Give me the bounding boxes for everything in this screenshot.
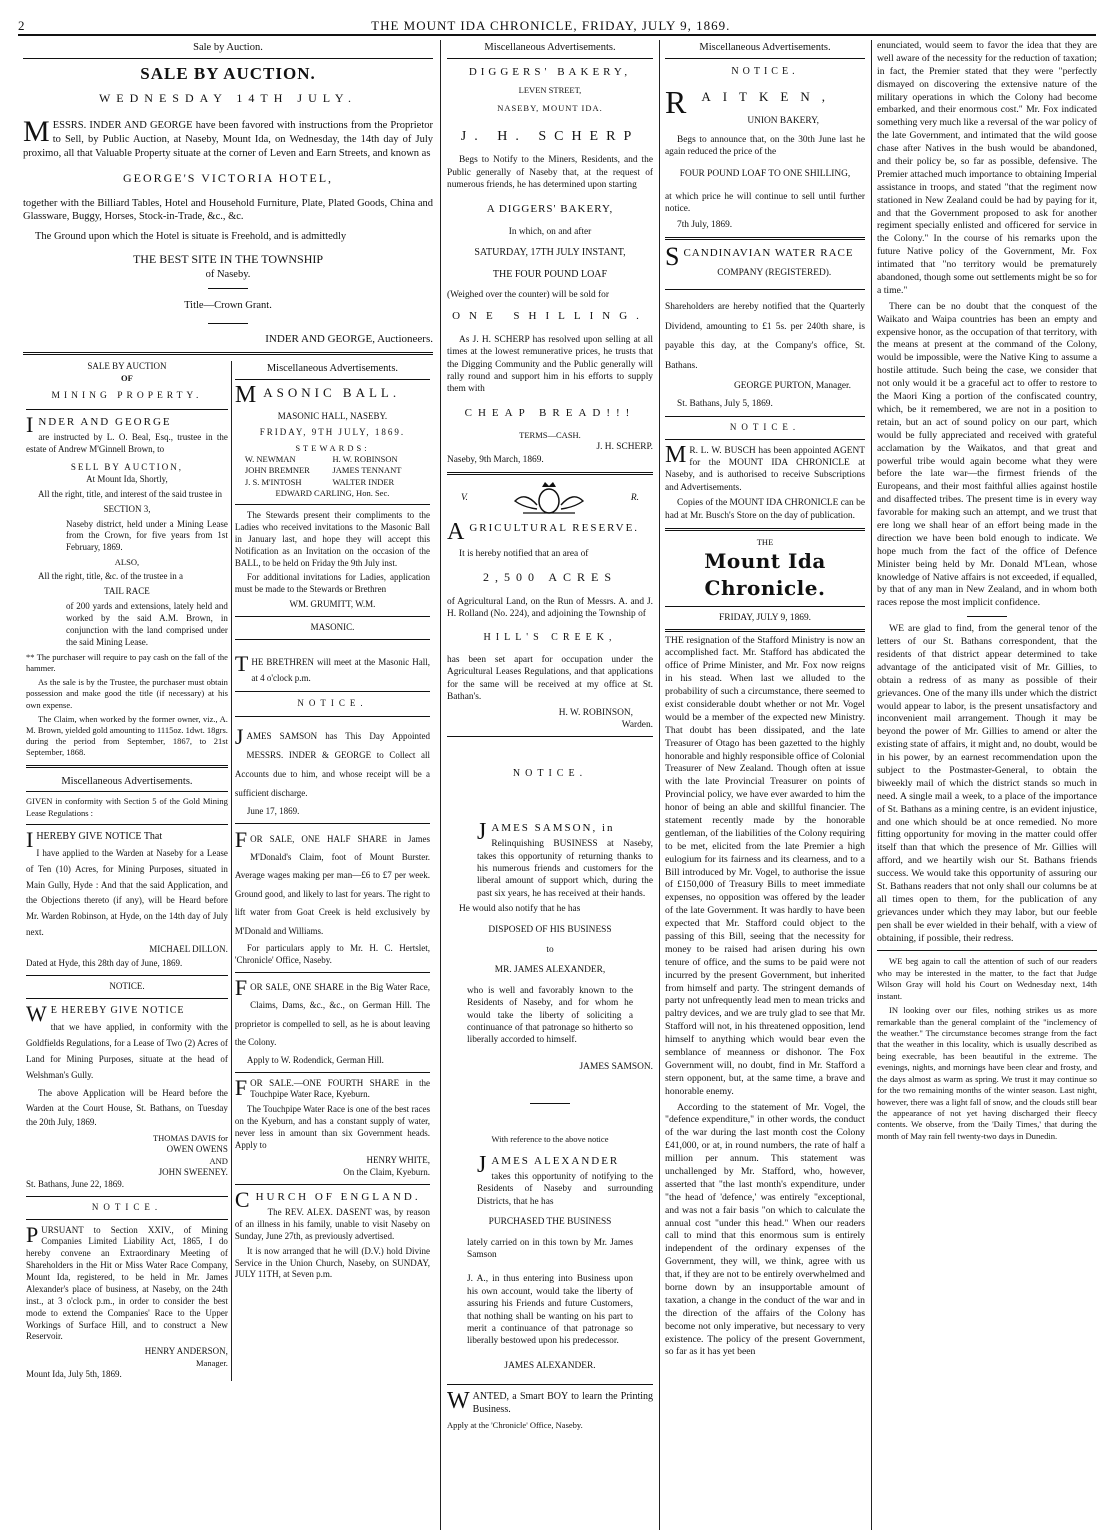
notice-heading: NOTICE. xyxy=(297,698,368,709)
section-heading: Sale by Auction. xyxy=(23,40,433,59)
hon-sec: EDWARD CARLING, Hon. Sec. xyxy=(275,487,390,498)
crest-v: V. xyxy=(461,493,468,504)
firm-body: are instructed by L. O. Beal, Esq., trustee in the estate of Andrew M'Ginnell Brown, to xyxy=(26,432,228,455)
disposed: DISPOSED OF HIS BUSINESS xyxy=(488,924,612,935)
brethren-body: HE BRETHREN will meet at the Masonic Hall, at 4 o'clock p.m. xyxy=(251,656,430,684)
misc-heading: Miscellaneous Advertisements. xyxy=(665,40,865,59)
we-hereby: E HEREBY GIVE NOTICE xyxy=(50,1005,185,1017)
of-naseby: of Naseby. xyxy=(205,268,251,280)
we-body: that we have applied, in conformity with the Goldfields Regulations, for a Lease of Two (2) Acres of Land for Mining Purposes, situate at the head of Welshman's Gully. xyxy=(26,1022,228,1080)
also-label: ALSO, xyxy=(114,557,140,568)
weighed: (Weighed over the counter) will be sold for xyxy=(447,289,609,300)
mining-sale-heading: SALE BY AUCTION xyxy=(87,361,167,372)
js-body-3: who is well and favorably known to the Residents of Naseby, and for whom he would take the liberty of soliciting a continuance of that patronage so hitherto so liberally accorded to himself. xyxy=(467,985,633,1046)
and-label: AND xyxy=(209,1155,228,1166)
wanted-apply: Apply at the 'Chronicle' Office, Naseby. xyxy=(447,1419,583,1430)
column-1 xyxy=(18,40,438,1532)
royal-crest xyxy=(447,481,653,515)
mining-property: MINING PROPERTY. xyxy=(51,391,203,402)
as-scherp: As J. H. SCHERP has resolved upon selling at all times at the lowest remunerative prices, he trusts that the Digging Community and the Public generally will rally round and support him in his efforts to supply them with xyxy=(447,334,653,395)
on-the-claim: On the Claim, Kyeburn. xyxy=(343,1166,430,1177)
church-of-england: HURCH OF ENGLAND. xyxy=(255,1190,421,1203)
scandinavian: CANDINAVIAN WATER RACE xyxy=(683,247,854,260)
misc-heading: Miscellaneous Advertisements. xyxy=(26,774,228,793)
pursuant-body: URSUANT to Section XXIV., of Mining Companies Limited Liability Act, 1865, I do hereby convene an Extraordinary Meeting of Shareholders in the Hit or Miss Water Race Company, Mount Ida, registered, to be held in Mr. James Alexander's place of business, at Naseby, on the 24th inst., at 3 o'clock p.m., in order to consider the best mode to extend the Companies' Race to the Upper Workings of Surface Hill, and to construct a New Reservoir. xyxy=(26,1224,228,1342)
purchased: PURCHASED THE BUSINESS xyxy=(488,1217,612,1228)
st-bathans-date: St. Bathans, June 22, 1869. xyxy=(26,1178,124,1189)
js-body: Relinquishing BUSINESS at Naseby, takes this opportunity of returning thanks to his numerous friends and customers for the liberal amount of support which, during the past six years, he has received at their hands. xyxy=(477,839,653,899)
column-rule xyxy=(440,40,441,1530)
acres: 2,500 ACRES xyxy=(482,570,617,585)
misc-heading: Miscellaneous Advertisements. xyxy=(447,40,653,59)
masonic-hall: MASONIC HALL, NASEBY. xyxy=(277,411,388,422)
column-4 xyxy=(872,40,1102,1532)
thomas-davis: THOMAS DAVIS for xyxy=(152,1132,228,1143)
auctioneers: INDER AND GEORGE, Auctioneers. xyxy=(265,332,433,345)
subcolumn-left: SALE BY AUCTION OF MINING PROPERTY. INDER AND GEORGE are instructed by L. O. Beal, Esq., trustee in the estate of Andrew M'Ginnell Brown, to SELL BY AUCTION, At Mount Ida, Shortly, All the right, title, and interest of the said trustee in SECTION 3, Naseby district, held under a Mining Lease from the Crown, for five years from 1st February, 1869. ALSO, All the right, title, &c. of the trustee in a TAIL RACE of 200 yards and extensions, lately held and worked by the said A.M. Brown, in conjunction with the land comprised under the said Mining Lease. ** The purchaser will require to pay cash on the fall of the hammer. As the sale is by the Trustee, the purchaser must obtain possession and make good the title (if necessary) at his own expense. The Claim, when worked by the former owner, viz., A. M. Brown, yielded gold amounting to 1115oz. 1dwt. 18grs. during the period from September, 1867, to 21st September, 1868. Miscellaneous Advertisements. GIVEN in conformity with Section 5 of the Gold Mining Lease Regulations : IHEREBY GIVE NOTICE That I have applied to the Warden at Naseby for a Lease of Ten (10) Acres, for Mining Purposes, situated in Main Gully, Hyde : And that the said Application, and the Objections thereto (if any), will be Heard before Mr. Warden Robinson, at Hyde, on the 14th day of July next. MICHAEL DILLON. Dated at Hyde, this 28th day of June, 1869. NOTICE. W E HEREBY GIVE NOTICE that we have applied, in conformity with the Goldfields Regulations, for a Lease of Two (2) Acres of Land for Mining Purposes, situate at the head of Welshman's Gully. The above Application will be Heard before the Warden at the Court House, St. Bathans, on Tuesday the 20th July, 1869. THOMAS DAVIS for OWEN OWENS AND JOHN SWEENEY. St. Bathans, June 22, 1869. NOTICE. PURSUANT to Section XXIV., of Mining Companies Limited Liability Act, 1865, I do hereby convene an Extraordinary Meeting of Shareholders in the Hit or Miss Water Race Company, Mount Ida, registered, to be held in Mr. James Alexander's place of business, at Naseby, on the 24th inst., at 3 o'clock p.m., in order to consider the best mode to extend the Companies' Race to the Upper Workings of Surface Hill, and to construct a New Reservoir. HENRY ANDERSON, Manager. Mount Ida, July 5th, 1869. xyxy=(23,361,232,1381)
aitken-date: 7th July, 1869. xyxy=(677,219,733,230)
all-right-2: All the right, title, &c. of the trustee in a xyxy=(38,571,183,582)
crest-r: R. xyxy=(630,493,639,504)
inder-george: NDER AND GEORGE xyxy=(38,415,172,428)
subcolumn-right: Miscellaneous Advertisements. MASONIC BALL. MASONIC HALL, NASEBY. FRIDAY, 9TH JULY, 1869. STEWARDS: W. NEWMAN H. W. ROBINSON JOHN BREMNER JAMES TENNANT J. S. M'INTOSH WALTER INDER EDWARD CARLING, Hon. Sec. The Stewards present their compliments to the Ladies who received invitations to the Masonic Ball in January last, and hope they will accept this Notification as an Invitation on the occasion of the BALL, to be held on Friday the 9th July inst. For additional invitations for Ladies, application must be made to the Stewards or Brethren WM. GRUMITT, W.M. MASONIC. THE BRETHREN will meet at the Masonic Hall, at 4 o'clock p.m. NOTICE. JAMES SAMSON has This Day Appointed MESSRS. INDER & GEORGE to Collect all Accounts due to him, and whose receipt will be a sufficient discharge. June 17, 1869. FOR SALE, ONE HALF SHARE in James M'Donald's Claim, foot of Mount Burster. Average wages making per man—£6 to £7 per week. Ground good, and likely to last for years. The right to lift water from Goat Creek is held exclusively by M'Donald and Williams. For particulars apply to Mr. H. C. Hertslet, 'Chronicle' Office, Naseby. FOR SALE, ONE SHARE in the Big Water Race, Claims, Dams, &c., &c., on German Hill. The proprietor is compelled to sell, as he is about leaving the Colony. Apply to W. Rodendick, German Hill. FOR SALE.—ONE FOURTH SHARE in the Touchpipe Water Race, Kyeburn. The Touchpipe Water Race is one of the best races on the Kyeburn, and has a constant supply of water, never less in amount than six Government heads. Apply to HENRY WHITE, On the Claim, Kyeburn. CHURCH OF ENGLAND. The REV. ALEX. DASENT was, by reason of an illness in his family, unable to visit Naseby on Sunday, June 27th, as previously advertised. It is now arranged that he will (D.V.) hold Divine Service in the Union Church, Naseby, on SUNDAY, JULY 11TH, at Seven p.m. xyxy=(234,363,430,1280)
for-sale-1: OR SALE, ONE HALF SHARE in James M'Donald's Claim, foot of Mount Burster. Average wages making per man—£6 to £7 per week. Ground good, and likely to last for years. The right to lift water from Goat Creek is held exclusively by M'Donald and Williams. xyxy=(234,833,430,936)
crest-icon xyxy=(509,481,589,515)
steward-name: H. W. ROBINSON xyxy=(332,454,398,465)
column-3: Miscellaneous Advertisements. NOTICE. RAITKEN, UNION BAKERY, Begs to announce that, on the 30th June last he again reduced the price of the FOUR POUND LOAF TO ONE SHILLING, at which price he will continue to sell until further notice. 7th July, 1869. SCANDINAVIAN WATER RACE COMPANY (REGISTERED). Shareholders are hereby notified that the Quarterly Dividend, amounting to £1 5s. per 240th share, is payable this day, at the Company's office, St. Bathans. GEORGE PURTON, Manager. St. Bathans, July 5, 1869. NOTICE. M R. L. W. BUSCH has been appointed AGENT for the MOUNT IDA CHRONICLE at Naseby, and is authorised to receive Subscriptions and Advertisements. Copies of the MOUNT IDA CHRONICLE can be had at Mr. Busch's Store on the day of publication. THE Mount Ida Chronicle. FRIDAY, JULY 9, 1869. THE resignation of the Stafford Ministry is now an accomplished fact. Mr. Stafford has abdicated the office of Prime Minister, and Mr. Fox now reigns in his stead. When last we alluded to the probability of such a circumstance, there seemed to exist considerable doubt whether or not Mr. Vogel would be a member of the expected new Ministry. That doubt has been dissipated, and the late Treasurer of Otago has been gazetted to the highly honorable and highly responsible office of Colonial Treasurer of New Zealand. Though often at issue with the late Provincial Treasurer on points of Provincial policy, we have ever awarded to him the honor of being an able and skillful financier. The statement recently made by the honorable gentleman, of the liabilities of the Colony requiring to be met, elicited from the late Premier a high eulogium for its fairness and its clearness, and to a Bill introduced by Mr. Vogel, to authorise the issue of £150,000 of Treasury Bills to meet immediate expenses, no opposition was offered by the leader of the late Government. It was hardly to have been expected that Mr. Stafford could object to the passing of this Bill, seeing that the necessity for money to be raised had arisen during his own tenure of office, and the sums to be paid were not incurred by the present Government, but inherited from himself and party. The stringent demands of party not unfrequently lead men to mean tricks and paltry devices, and we are truly glad to see that Mr. Stafford will not, in his threatened opposition, lend himself to anything which would bear even the semblance of meanness or dishonor. The Fox Government will, no doubt, find in Mr. Stafford a stern opponent, but, at the same time, a brave and honorable enemy. According to the statement of Mr. Vogel, the "defence expenditure," in other words, the conduct of the war during the last month cost the Colony £41,000, or at, in round numbers, the rate of half a million per annum. This statement was unchallenged by Mr. Stafford, who, however, asserted that "the last month's expenditure, under "the head of 'defence,' was entirely "exceptional, and was not a fair basis "on which to calculate the annual cost "under this head." When our readers call to mind that this enormous sum is entirely independent of the ordinary expenses of the Government, they will, we think, agree with us that, if they are not to be entirely overwhelmed and borne down by an insupportable amount of taxation, a change in the conduct of the war and in the direction of the affairs of the Colony has become not only imperative, but necessary to very existence. The policy of the present Government, so far as it has yet been xyxy=(665,42,865,1358)
four-pound-loaf: FOUR POUND LOAF TO ONE SHILLING, xyxy=(679,169,851,180)
particulars: For particulars apply to Mr. H. C. Hertslet, 'Chronicle' Office, Naseby. xyxy=(234,943,430,966)
steward-name: W. NEWMAN xyxy=(244,454,296,465)
paper-name: Mount Ida Chronicle. xyxy=(704,549,826,600)
for-sale-2: OR SALE, ONE SHARE in the Big Water Race, Claims, Dams, &c., &c., on German Hill. The proprietor is compelled to sell, as he is about leaving the Colony. xyxy=(234,981,430,1048)
owen-owens: OWEN OWENS xyxy=(166,1143,228,1154)
samson-body: AMES SAMSON has This Day Appointed MESSRS. INDER & GEORGE to Collect all Accounts due to him, and whose receipt will be a sufficient discharge. xyxy=(234,731,430,798)
note-2: As the sale is by the Trustee, the purchaser must obtain possession and make good the title (if necessary) at his own expense. xyxy=(26,677,228,710)
henry-white: HENRY WHITE, xyxy=(366,1154,430,1165)
editorial-6: WE beg again to call the attention of such of our readers who may be interested in the matter, to the fact that Judge Wilson Gray will hold his Court on Wednesday next, 14th instant. xyxy=(877,956,1097,1001)
touchpipe-body: The Touchpipe Water Race is one of the best races on the Kyeburn, and has a constant supply of water, never less in amount than six Government heads. Apply to xyxy=(234,1104,430,1150)
june-17: June 17, 1869. xyxy=(246,805,300,816)
terms-cash: TERMS—CASH. xyxy=(519,430,581,441)
we-body-2: The above Application will be Heard before the Warden at the Court House, St. Bathans, on Tuesday the 20th July, 1869. xyxy=(26,1088,228,1128)
column-2: Miscellaneous Advertisements. DIGGERS' BAKERY, LEVEN STREET, NASEBY, MOUNT IDA. J. H. SCHERP Begs to Notify to the Miners, Residents, and the Public generally of Naseby that, at the request of numerous friends, he has determined upon starting A DIGGERS' BAKERY, In which, on and after SATURDAY, 17TH JULY INSTANT, THE FOUR POUND LOAF (Weighed over the counter) will be sold for ONE SHILLING. As J. H. SCHERP has resolved upon selling at all times at the lowest remunerative prices, he trusts that the Digging Community and the Public generally will rally round and support him in his efforts to supply them with CHEAP BREAD!!! TERMS—CASH. J. H. SCHERP. Naseby, 9th March, 1869. V. R. AGRICULTURAL RESERVE. It is hereby notified that an area of 2,500 ACRES of Agricultural Land, on the Run of Messrs. A. and J. H. Rolland (No. 224), and adjoining the Township of HILL'S CREEK, has been set apart for occupation under the Agricultural Leases Regulations, and that applications for the same will be received at my office at St. Bathan's. H. W. ROBINSON, Warden. NOTICE. JAMES SAMSON, in Relinquishing BUSINESS at Naseby, takes this opportunity of returning thanks to his numerous friends and customers for the liberal amount of support which, during the past six years, he has received at their hands. He would also notify that he has DISPOSED OF HIS BUSINESS to MR. JAMES ALEXANDER, who is well and favorably known to the Residents of Naseby, and for whom he would take the liberty of soliciting a continuance of that patronage so hitherto so liberally accorded to himself. JAMES SAMSON. With reference to the above notice JAMES ALEXANDER takes this opportunity of notifying to the Residents of Naseby and surrounding Districts, that he has PURCHASED THE BUSINESS lately carried on in this town by Mr. James Samson J. A., in thus entering into Business upon his own account, would take the liberty of assuring his Friends and future Customers, that nothing shall be wanting on his part to merit a continuance of that patronage so liberally bestowed upon his predecessor. JAMES ALEXANDER. WANTED, a Smart BOY to learn the Printing Business. Apply at the 'Chronicle' Office, Naseby. xyxy=(447,42,653,1430)
editorial-1: THE resignation of the Stafford Ministry is now an accomplished fact. Mr. Stafford has abdicated the office of Prime Minister, and Mr. Fox now reigns in his stead. When last we alluded to the probability of such a circumstance, there seemed to exist considerable doubt whether or not Mr. Vogel would be a member of the expected new Ministry. That doubt has been dissipated, and the late Treasurer of Otago has been gazetted to the highly honorable and highly responsible office of Colonial Treasurer of New Zealand. Though often at issue with the late Provincial Treasurer on points of Provincial policy, we have ever awarded to him the honor of being an able and skillful financier. The statement recently made by the honorable gentleman, of the liabilities of the Colony requiring to be met, elicited from the late Premier a high eulogium for its fairness and its clearness, and to a Bill introduced by Mr. Vogel, to authorise the issue of £150,000 of Treasury Bills to meet immediate expenses, no opposition was offered by the leader of the late Government. It was hardly to have been expected that Mr. Stafford could object to the passing of this Bill, seeing that the necessity for money to be raised had arisen during his own tenure of office, and the sums to be paid were not incurred by the present Government, but inherited from himself and party. The stringent demands of party not unfrequently lead men to mean tricks and paltry devices, and we are truly glad to see that Mr. Stafford will not, in his threatened opposition, lend himself to anything which would bear even the semblance of meanness or dishonor. The Fox Government will, no doubt, find in Mr. Stafford a stern opponent, but, at the same time, a brave and honorable enemy. xyxy=(665,634,865,1097)
with-reference: With reference to the above notice xyxy=(491,1134,609,1145)
notice-heading: NOTICE. xyxy=(512,768,588,780)
to-label: to xyxy=(546,945,554,956)
running-title: THE MOUNT IDA CHRONICLE, FRIDAY, JULY 9, 1869. xyxy=(371,18,731,33)
notice-heading-2: NOTICE. xyxy=(729,421,801,432)
leven-street: LEVEN STREET, xyxy=(518,85,582,96)
ja-heading: AMES ALEXANDER xyxy=(491,1154,620,1167)
saturday: SATURDAY, 17TH JULY INSTANT, xyxy=(474,247,626,259)
hotel-name: GEORGE'S VICTORIA HOTEL, xyxy=(122,170,334,185)
lately: lately carried on in this town by Mr. James Samson xyxy=(467,1237,633,1261)
manager-label: Manager. xyxy=(196,1358,228,1369)
agri-body-3: has been set apart for occupation under the Agricultural Leases Regulations, and that applications for the same will be received at my office at St. Bathan's. xyxy=(447,655,653,703)
steward-name: J. S. M'INTOSH xyxy=(244,476,302,487)
mr-james-alexander: MR. JAMES ALEXANDER, xyxy=(494,965,606,976)
george-purton: GEORGE PURTON, Manager. xyxy=(734,380,851,391)
scherp-name: J. H. SCHERP xyxy=(460,128,640,144)
steward-name: WALTER INDER xyxy=(332,476,395,487)
warden: Warden. xyxy=(621,720,653,731)
note-3: The Claim, when worked by the former owner, viz., A. M. Brown, yielded gold amounting to 1115oz. 1dwt. 18grs. during the period from September, 1867, to 21st September, 1868. xyxy=(26,713,228,758)
editorial-3: enunciated, would seem to favor the idea that they are well aware of the necessity for the reduction of taxation; in fact, the Premier stated that they were "perfectly dismayed on discovering the extensive nature of the military operations in which the Colony had become embarked, and their enormous cost." Mr. Fox indicated something very much like a reversal of the war policy of the late Government, and intimated that the wild goose chase after Natives in the bush would be abandoned, and their policy be, so far as possible, defensive. The Premier attached much importance to obtaining Imperial assistance in troops, and stated "that the regiment now stationed in New Zealand could be had by paying for it, and that the Government proposed to ask for another regiment specially enlisted and officered for service in the Colony." In the course of his remarks upon the future Native policy of the Government, Mr. Fox intimated that "no territory would be prematurely abandoned, though some out settlements might be so for a time." xyxy=(877,40,1097,296)
js-sign: JAMES SAMSON. xyxy=(579,1061,653,1072)
tail-race: TAIL RACE xyxy=(104,586,150,597)
the-label: THE xyxy=(756,537,774,548)
union-bakery: UNION BAKERY, xyxy=(747,116,820,127)
wanted: ANTED, a Smart BOY to learn the Printing Business. xyxy=(472,1391,653,1416)
note-1: ** The purchaser will require to pay cash on the fall of the hammer. xyxy=(26,651,228,673)
four-pound-loaf: THE FOUR POUND LOAF xyxy=(492,268,608,280)
scan-body: Shareholders are hereby notified that the Quarterly Dividend, amounting to £1 5s. per 240th share, is payable this day, at the Company's office, St. Bathans. xyxy=(665,301,865,372)
hereby-notice: HEREBY GIVE NOTICE That xyxy=(36,830,163,842)
naseby-mount-ida: NASEBY, MOUNT IDA. xyxy=(497,102,603,113)
steward-name: JAMES TENNANT xyxy=(332,465,402,476)
all-right-1: All the right, title, and interest of the said trustee in xyxy=(38,488,222,499)
editorial-2: According to the statement of Mr. Vogel, the "defence expenditure," in other words, the conduct of the war during the last month cost the Colony £41,000, or at, in round numbers, the rate of half a million per annum. This statement was unchallenged by Mr. Stafford, who, however, asserted that "the last month's expenditure, under "the head of 'defence,' was entirely "exceptional, and was not a fair basis "on which to calculate the annual cost "under this head." When our readers call to mind that this enormous sum is entirely independent of the ordinary expenses of the Government, they will, we think, agree with us that, if they are not to be entirely overwhelmed and borne down by an insupportable amount of taxation, a change in the conduct of the war and in the direction of the affairs of the Colony has become not only imperative, but necessary to very existence. The policy of the present Government, so far as it has yet been xyxy=(665,1101,865,1358)
of-label: OF xyxy=(121,373,133,384)
masonic-ball: ASONIC BALL. xyxy=(263,385,401,401)
agri-body-2: of Agricultural Land, on the Run of Messrs. A. and J. H. Rolland (No. 224), and adjoining the Township of xyxy=(447,597,653,620)
company-registered: COMPANY (REGISTERED). xyxy=(717,267,832,278)
one-shilling: ONE SHILLING. xyxy=(452,310,648,323)
ja-body: takes this opportunity of notifying to the Residents of Naseby and surrounding Districts, that he has xyxy=(477,1172,653,1207)
masonic-body: The Stewards present their compliments to the Ladies who received invitations to the Masonic Ball in January last, and hope they will accept this Notification as an Invitation on the occasion of the BALL, to be held on Friday the 9th July inst. xyxy=(234,510,430,568)
john-sweeney: JOHN SWEENEY. xyxy=(158,1166,228,1177)
for-sale-3: OR SALE.—ONE FOURTH SHARE in the Touchpipe Water Race, Kyeburn. xyxy=(250,1077,430,1100)
at-mount-ida: At Mount Ida, Shortly, xyxy=(86,473,168,484)
stewards-list xyxy=(235,454,430,488)
dated-hyde: Dated at Hyde, this 28th day of June, 1869. xyxy=(26,958,183,969)
ja-sign: JAMES ALEXANDER. xyxy=(504,1360,596,1371)
cheap-bread: CHEAP BREAD!!! xyxy=(464,406,636,419)
misc-heading: Miscellaneous Advertisements. xyxy=(235,361,430,380)
aitken-name: AITKEN, xyxy=(701,89,837,105)
a-diggers-bakery: A DIGGERS' BAKERY, xyxy=(486,202,614,215)
michael-dillon: MICHAEL DILLON. xyxy=(149,943,228,954)
scherp-date: Naseby, 9th March, 1869. xyxy=(447,454,544,465)
ja-body-2: J. A., in thus entering into Business upon his own account, would take the liberty of assuring his Friends and future Customers, that nothing shall be wanting on his part to merit a continuance of that patronage so liberally bestowed upon his predecessor. xyxy=(467,1274,633,1347)
st-bathans-date: St. Bathans, July 5, 1869. xyxy=(677,399,773,410)
grumitt: WM. GRUMITT, W.M. xyxy=(289,599,376,610)
js-heading: AMES SAMSON, in xyxy=(491,821,615,834)
masonic-heading: MASONIC. xyxy=(310,622,355,633)
agricultural-reserve: GRICULTURAL RESERVE. xyxy=(469,522,640,535)
notice-heading: NOTICE. xyxy=(731,65,799,77)
aitken-body: Begs to announce that, on the 30th June last he again reduced the price of the xyxy=(665,134,865,158)
drop-cap: M xyxy=(23,115,50,149)
mount-ida-date: Mount Ida, July 5th, 1869. xyxy=(26,1369,122,1380)
hw-robinson: H. W. ROBINSON, xyxy=(558,707,633,718)
given-conformity: GIVEN in conformity with Section 5 of the Gold Mining Lease Regulations : xyxy=(26,796,228,818)
aitken-body-2: at which price he will continue to sell until further notice. xyxy=(665,191,865,215)
hills-creek: HILL'S CREEK, xyxy=(483,631,617,643)
editorial-dateline: FRIDAY, JULY 9, 1869. xyxy=(719,613,811,624)
sale-title: Title—Crown Grant. xyxy=(184,299,272,311)
editorial-5: WE are glad to find, from the general tenor of the letters of our St. Bathans correspondent, that the residents of that district appear determined to take advantage of the anticipated visit of Mr. Gillies, to obtain a redress of as many as possible of their grievances. One of the many ills under which the district would appear to labor, is the present unsatisfactory and inconvenient mail arrangement. Though it may be beyond the power of Mr. Gillies to amend or alter the existing state of affairs, it might and, no doubt, would be in his power, by an earnest recommendation upon the subject to the Postmaster-General, to obtain the biweekly mail of which the district stands so much in need. A single mail a week, to a place of the importance of St. Bathans as a mining centre, is an evident injustice, and one which should be at once remedied. No more fitting opportunity for moving in the matter could offer itself than that which the presence of Mr. Gillies will afford, and we heartily wish our St. Bathans friends success. We would take this opportunity of assuring our St. Bathans readers that not only shall our columns be at all times open to them, for the publication of any grievances under which they may labor, but our feeble pen shall be ever wielded in their behalf, with a view of obtaining, if possible, their redress. xyxy=(877,623,1097,944)
tail-race-body: of 200 yards and extensions, lately held and worked by the said A.M. Brown, in conjunction with the land comprised under the said Mining Lease. xyxy=(66,601,228,647)
section-3: SECTION 3, xyxy=(103,503,151,514)
notice-heading: NOTICE. xyxy=(109,981,145,992)
page-number: 2 xyxy=(18,18,26,33)
sale-heading: SALE BY AUCTION. xyxy=(140,63,316,83)
steward-name: JOHN BREMNER xyxy=(244,465,310,476)
editorial-4: There can be no doubt that the conquest of the Waikato and Waipa countries has been an empty and expensive honor, as the occupation of that territory, with the means at present at the command of the Colony, would be impossible, were the Native King to assume a hostile attitude. Such being the case, we consider that not only would it be a graceful act to offer to restore to the Maori King a portion of the confiscated country, which, be it remembered, we are not in a position to retain, but an act of sound policy on our part, which would be fully appreciated and received with grateful acclamation by the Waikatos, and that great and powerful tribe would again become what they were before the late war—the firmest friends of the Europeans, and their most faithful allies against hostile and disaffected tribes. The present time is in every way favorable for making such an attempt, and we trust that ere long we shall hear of an effort being made in the direction we have been bold enough to indicate. We hope much from the fact of the office of Defence Minister being held by Mr. Donald M'Lean, whose knowledge of Native affairs is not exceeded, if equalled, by that of any man in New Zealand, and in whom both races repose the most implicit confidence. xyxy=(877,300,1097,609)
masonic-date: FRIDAY, 9TH JULY, 1869. xyxy=(259,427,406,438)
stewards-label: STEWARDS: xyxy=(295,442,370,453)
masonic-body-2: For additional invitations for Ladies, application must be made to the Stewards or Brethren xyxy=(234,572,430,595)
page-header xyxy=(18,14,1096,36)
sale-body-2: together with the Billiard Tables, Hotel and Household Furniture, Plate, Plated Goods, China and Glassware, Buggy, Horses, Stock-in-Trade, &c., &c. xyxy=(23,197,433,223)
best-site: THE BEST SITE IN THE TOWNSHIP xyxy=(132,252,324,267)
church-body-2: It is now arranged that he will (D.V.) hold Divine Service in the Union Church, Naseby, on SUNDAY, JULY 11TH, at Seven p.m. xyxy=(234,1245,430,1280)
sell-by-auction: SELL BY AUCTION, xyxy=(70,462,183,473)
henry-anderson: HENRY ANDERSON, xyxy=(144,1346,228,1357)
hereby-body: I have applied to the Warden at Naseby for a Lease of Ten (10) Acres, for Mining Purposes, situated in Main Gully, Hyde : And that the said Application, and the Objections thereto (if any), will be Heard before Mr. Warden Robinson, at Hyde, on the 14th day of July next. xyxy=(26,848,228,937)
apply-rodendick: Apply to W. Rodendick, German Hill. xyxy=(246,1054,384,1065)
sale-body-3: The Ground upon which the Hotel is situate is Freehold, and is admittedly xyxy=(35,231,347,243)
naseby-district: Naseby district, held under a Mining Lease from the Crown, for five years from 1st February, 1869. xyxy=(66,518,228,553)
church-body: The REV. ALEX. DASENT was, by reason of an illness in his family, unable to visit Naseby on Sunday, June 27th, as previously advertised. xyxy=(234,1207,430,1241)
scherp-body: Begs to Notify to the Miners, Residents, and the Public generally of Naseby that, at the request of numerous friends, he has determined upon starting xyxy=(447,155,653,191)
sale-date: WEDNESDAY 14TH JULY. xyxy=(98,91,358,106)
scherp-sign: J. H. SCHERP. xyxy=(596,442,653,453)
notice-heading-2: NOTICE. xyxy=(91,1201,163,1212)
diggers-bakery: DIGGERS' BAKERY, xyxy=(468,65,632,78)
js-body-2: He would also notify that he has xyxy=(459,904,581,915)
editorial-7: IN looking over our files, nothing strikes us as more remarkable than the general complaint of the "inclemency of the weather." The circumstance becomes strange from the fact that the weather in this locality, which is usually described as being execrable, has been beautiful in the extreme. The evenings, nights, and mornings have been clear and frosty, and the days almost as warm as spring. We trust it may continue so for the two remaining months of the winter season. Last night, however, there was a light fall of snow, and the clouds still bear the appearance of not yet having discharged their fleecy contents. We observe, from the 'Daily Times,' that during the month of May rain fell twenty-two days in Dunedin. xyxy=(877,1005,1097,1141)
agri-body: It is hereby notified that an area of xyxy=(459,548,589,559)
busch-body-2: Copies of the MOUNT IDA CHRONICLE can be had at Mr. Busch's Store on the day of publication. xyxy=(665,498,865,521)
busch-body: R. L. W. BUSCH has been appointed AGENT for the MOUNT IDA CHRONICLE at Naseby, and is authorised to receive Subscriptions and Advertisements. xyxy=(665,445,865,493)
in-which: In which, on and after xyxy=(508,227,592,238)
sale-body: ESSRS. INDER AND GEORGE have been favored with instructions from the Proprietor to Sell, by Public Auction, at Naseby, Mount Ida, on Wednesday, the 14th day of July proximo, all that Valuable Property situate at the corner of Leven and Earn Streets, and known as xyxy=(23,120,433,159)
